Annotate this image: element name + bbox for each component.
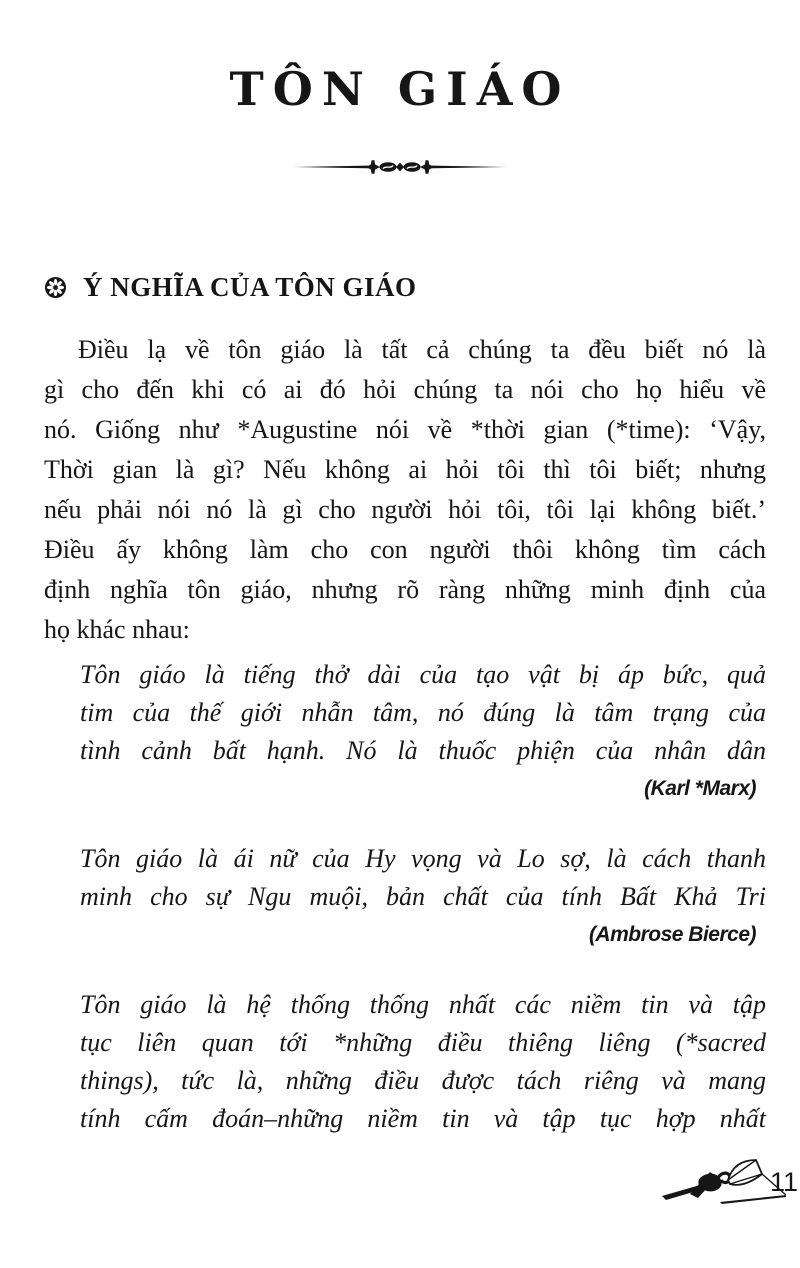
paragraph-line: nó. Giống như *Augustine nói về *thời gian (*time): ‘Vậy, xyxy=(44,415,766,444)
quote-line: minh cho sự Ngu muội, bản chất của tính Bất Khả Tri xyxy=(80,882,766,911)
paragraph-line: Điều lạ về tôn giáo là tất cả chúng ta đều biết nó là xyxy=(78,335,766,364)
quote-line: tính cấm đoán–những niềm tin và tập tục hợp nhất xyxy=(80,1104,766,1133)
quote-line: tim của thế giới nhẫn tâm, nó đúng là tâm trạng của xyxy=(80,698,766,727)
quote-bierce xyxy=(80,840,766,916)
paragraph-line: Thời gian là gì? Nếu không ai hỏi tôi thì tôi biết; nhưng xyxy=(44,455,766,484)
quote-line: tình cảnh bất hạnh. Nó là thuốc phiện của nhân dân xyxy=(80,736,766,765)
quote-attribution-marx: (Karl *Marx) xyxy=(644,777,756,800)
paragraph-line: gì cho đến khi có ai đó hỏi chúng ta nói cho họ hiểu về xyxy=(44,375,766,404)
quote-attribution-bierce: (Ambrose Bierce) xyxy=(588,923,756,946)
quote-marx xyxy=(80,656,766,770)
rosette-icon xyxy=(44,276,67,299)
paragraph-line: định nghĩa tôn giáo, nhưng rõ ràng những minh định của xyxy=(44,575,766,604)
ornamental-divider xyxy=(0,158,800,176)
page-footer xyxy=(660,1154,798,1210)
quote-line: Tôn giáo là tiếng thở dài của tạo vật bị áp bức, quả xyxy=(80,660,766,689)
quill-flourish-icon xyxy=(660,1154,786,1210)
quote-line: tục liên quan tới *những điều thiêng liêng (*sacred xyxy=(80,1028,766,1057)
quote-line: Tôn giáo là hệ thống thống nhất các niềm tin và tập xyxy=(80,990,766,1019)
quote-line: things), tức là, những điều được tách riêng và mang xyxy=(80,1066,766,1095)
quote-line: Tôn giáo là ái nữ của Hy vọng và Lo sợ, là cách thanh xyxy=(80,844,766,873)
paragraph-line: họ khác nhau: xyxy=(44,615,190,644)
quote-durkheim xyxy=(80,986,766,1138)
section-heading xyxy=(44,272,766,302)
page-number: 11 xyxy=(769,1167,798,1197)
section-heading-text: Ý NGHĨA CỦA TÔN GIÁO xyxy=(83,272,417,302)
paragraph-line: Điều ấy không làm cho con người thôi không tìm cách xyxy=(44,535,766,564)
page-title: TÔN GIÁO xyxy=(229,62,571,116)
divider-flourish-icon xyxy=(294,158,506,176)
intro-paragraph xyxy=(44,330,766,650)
paragraph-line: nếu phải nói nó là gì cho người hỏi tôi, tôi lại không biết.’ xyxy=(44,495,766,524)
